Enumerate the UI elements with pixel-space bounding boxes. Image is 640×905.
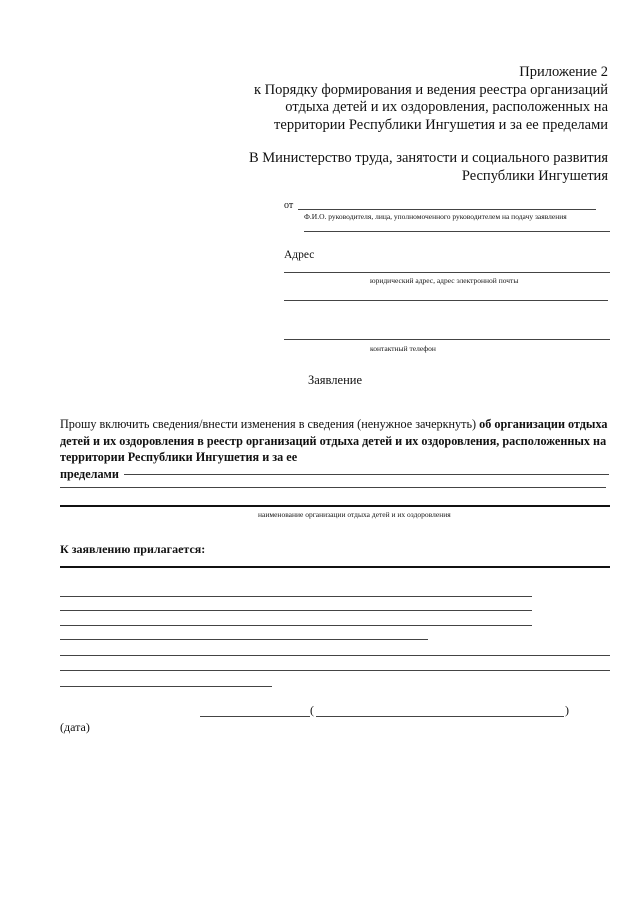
- appendix-line: к Порядку формирования и ведения реестра организаций: [253, 81, 608, 98]
- from-hint: Ф.И.О. руководителя, лица, уполномоченного руководителем на подачу заявления: [304, 212, 567, 221]
- phone-hint: контактный телефон: [370, 344, 436, 353]
- appendix-line: отдыха детей и их оздоровления, расположенных на: [285, 99, 608, 115]
- from-label: от: [284, 200, 294, 211]
- attachment-line[interactable]: [60, 596, 532, 597]
- close-paren: ): [565, 703, 569, 717]
- attachment-line[interactable]: [60, 686, 272, 687]
- org-name-line-1[interactable]: [124, 474, 609, 475]
- appendix-title: Приложение 2: [519, 64, 608, 80]
- statement-bold: об организации отдыха детей и их оздоровления в реестр организаций отдыха детей и их оздоровления, расположенных на территории Республики Ингушетия и за ее: [60, 417, 608, 464]
- statement-title: Заявление: [308, 373, 363, 387]
- recipient-line: В Министерство труда, занятости и социального развития: [248, 150, 608, 166]
- org-name-line-3[interactable]: [60, 505, 610, 507]
- attachment-line[interactable]: [60, 655, 610, 656]
- statement-bold-end: пределами: [60, 466, 119, 481]
- attachment-line[interactable]: [60, 670, 610, 671]
- attachment-line[interactable]: [60, 610, 532, 611]
- org-name-hint: наименование организации отдыха детей и их оздоровления: [258, 510, 451, 519]
- appendix-line: территории Республики Ингушетия и за ее пределами: [274, 116, 608, 133]
- open-paren: (: [310, 703, 314, 717]
- from-field-line-2[interactable]: [304, 231, 610, 232]
- signature-name-line[interactable]: [316, 716, 564, 717]
- signature-line[interactable]: [200, 716, 310, 717]
- from-field-line[interactable]: [298, 209, 596, 210]
- recipient-block: [188, 150, 608, 185]
- appendix-header: [188, 64, 608, 134]
- attachment-line[interactable]: [60, 639, 428, 640]
- address-label: Адрес: [284, 249, 315, 261]
- attachments-label: К заявлению прилагается:: [60, 542, 206, 556]
- statement-regular: Прошу включить сведения/внести изменения в сведения (ненужное зачеркнуть): [60, 417, 480, 431]
- date-label: (дата): [60, 720, 90, 734]
- org-name-line-2[interactable]: [60, 487, 606, 488]
- phone-field-line[interactable]: [284, 339, 610, 340]
- address-hint: юридический адрес, адрес электронной почты: [370, 276, 519, 285]
- attachments-line-main[interactable]: [60, 566, 610, 568]
- statement-text: [60, 416, 612, 482]
- address-field-line[interactable]: [284, 272, 610, 273]
- recipient-line: Республики Ингушетия: [461, 167, 608, 184]
- attachment-line[interactable]: [60, 625, 532, 626]
- address-field-line-2[interactable]: [284, 300, 608, 301]
